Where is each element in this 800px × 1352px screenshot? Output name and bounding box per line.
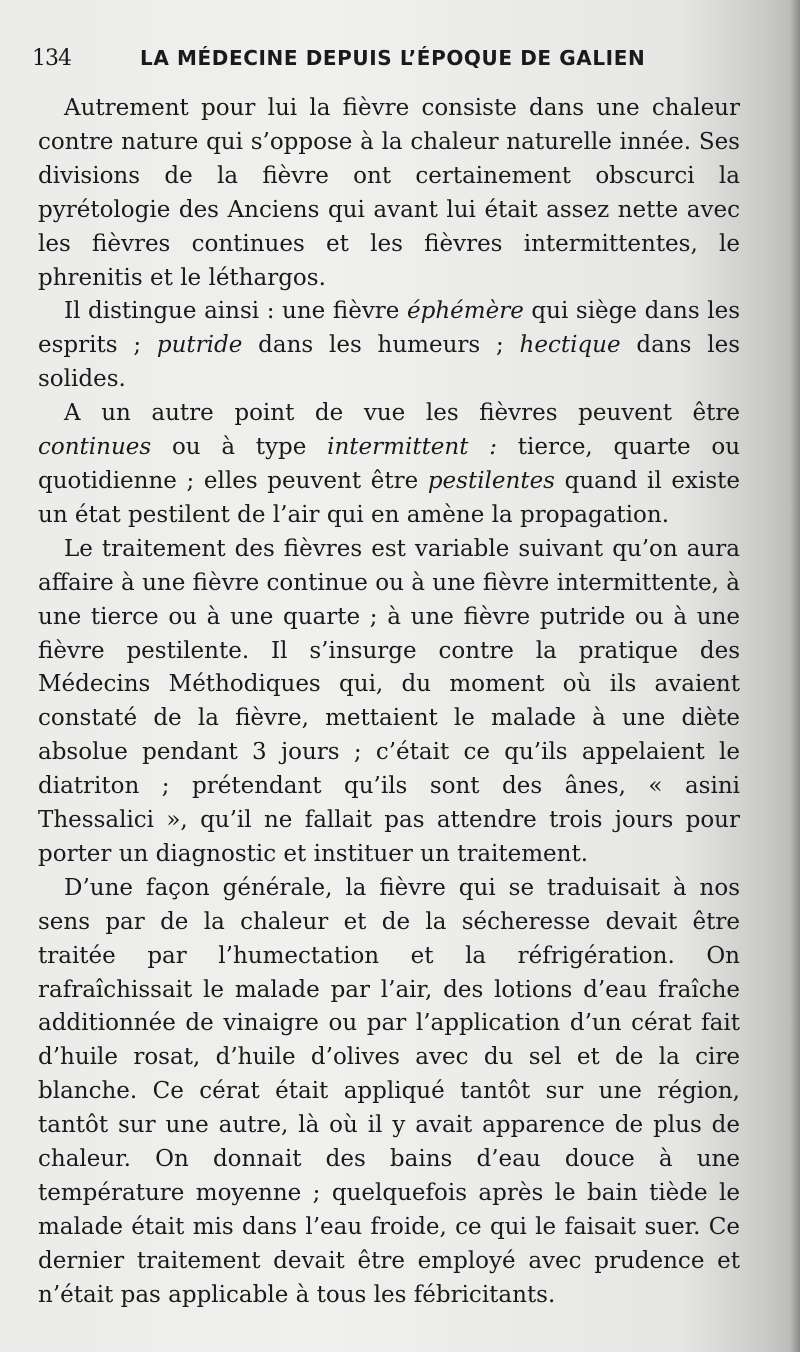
page-header <box>32 44 752 76</box>
text-run: D’une façon générale, la fièvre qui se traduisait à nos sens par de la chaleur et de la sécheresse devait être traitée par l’humectation et la réfrigération. On rafraîchissait le malade par l’air, des lotions d’eau fraîche additionnée de vinaigre ou par l’application d’un cérat fait d’huile rosat, d’huile d’olives avec du sel et de la cire blanche. Ce cérat était appliqué tantôt sur une région, tantôt sur une autre, là où il y avait apparence de plus de chaleur. On donnait des bains d’eau douce à une température moyenne ; quelquefois après le bain tiède le malade était mis dans l’eau froide, ce qui le faisait suer. Ce dernier traitement devait être employé avec prudence et n’était pas applicable à tous les fébricitants. <box>38 874 740 1308</box>
text-run: A un autre point de vue les fièvres peuvent être <box>64 400 740 427</box>
paragraph <box>38 92 740 295</box>
italic-term: putride <box>156 332 243 359</box>
text-run: Le traitement des fièvres est variable suivant qu’on aura affaire à une fièvre continue ou à une fièvre intermittente, à une tierce ou à une quarte ; à une fièvre putride ou à une fièvre pestilente. Il s’insurge contre la pratique des Médecins Méthodiques qui, du moment où ils avaient constaté de la fièvre, mettaient le malade à une diète absolue pendant 3 jours ; c’était ce qu’ils appelaient le diatriton ; prétendant qu’ils sont des ânes, « asini Thessalici », qu’il ne fallait pas attendre trois jours pour porter un diagnostic et instituer un traitement. <box>38 535 740 867</box>
body-text <box>38 92 740 1313</box>
text-run: Autrement pour lui la fièvre consiste dans une chaleur contre nature qui s’oppose à la chaleur naturelle innée. Ses divisions de la fièvre ont certainement obscurci la pyrétologie des Anciens qui avant lui était assez nette avec les fièvres continues et les fièvres intermittentes, le phrenitis et le léthargos. <box>38 95 740 291</box>
text-run: qui siège dans les esprits ; <box>38 298 740 359</box>
text-run: dans les humeurs ; <box>242 332 520 359</box>
italic-term: éphémère <box>407 298 524 325</box>
text-run: Il distingue ainsi : une fièvre <box>64 298 408 325</box>
text-run: tierce, quarte ou quotidienne ; elles peuvent être <box>38 434 741 494</box>
italic-term: continues <box>38 434 152 461</box>
page-edge-shadow <box>790 0 800 1352</box>
italic-term: intermittent : <box>327 434 497 461</box>
text-run: ou à type <box>151 434 328 461</box>
running-title: LA MÉDECINE DEPUIS L’ÉPOQUE DE GALIEN <box>140 46 646 70</box>
paragraph <box>38 533 740 872</box>
paragraph <box>38 397 740 533</box>
page-number: 134 <box>32 46 71 71</box>
paragraph <box>38 872 740 1313</box>
text-run: dans les solides. <box>38 332 740 393</box>
italic-term: pestilentes <box>427 467 555 494</box>
paragraph <box>38 295 740 397</box>
italic-term: hectique <box>519 332 621 359</box>
text-run: quand il existe un état pestilent de l’air qui en amène la propagation. <box>38 467 740 528</box>
